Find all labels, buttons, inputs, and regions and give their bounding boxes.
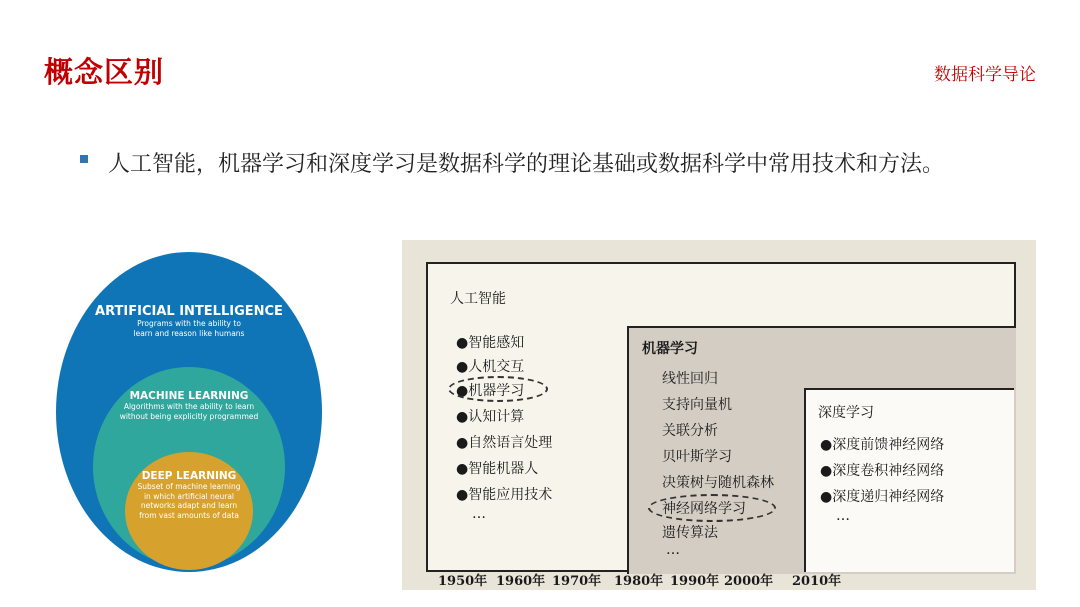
ai-item: ●自然语言处理 [456, 435, 553, 451]
ai-item: ●认知计算 [456, 409, 525, 425]
ml-item: 遗传算法 [662, 525, 718, 541]
ai-item: … [472, 506, 486, 522]
dl-desc-line: networks adapt and learn [140, 501, 238, 510]
ai-item: ●智能应用技术 [456, 487, 553, 503]
ml-item: … [666, 542, 680, 558]
course-name: 数据科学导论 [934, 65, 1036, 85]
dl-desc-line: from vast amounts of data [139, 510, 239, 520]
ai-desc-line: learn and reason like humans [133, 328, 245, 338]
dl-item: ●深度递归神经网络 [820, 489, 945, 505]
ai-item: ●人机交互 [456, 359, 525, 375]
dl-label-group [130, 470, 248, 520]
ml-item: 关联分析 [662, 423, 718, 439]
ai-item: ●机器学习 [456, 383, 525, 399]
bullet-square-icon [80, 155, 88, 163]
bullet-text: 人工智能，机器学习和深度学习是数据科学的理论基础或数据科学中常用技术和方法。 [108, 152, 945, 177]
ai-label-group [56, 304, 322, 338]
ml-item: 支持向量机 [662, 397, 732, 413]
ml-desc-line: without being explicitly programmed [119, 411, 259, 421]
ml-desc-line: Algorithms with the ability to learn [123, 402, 255, 411]
dl-desc-line: Subset of machine learning [137, 482, 241, 491]
year-label: 1980年 [614, 574, 664, 589]
dashed-highlight-oval [648, 494, 776, 522]
ml-label-group [93, 390, 285, 421]
ml-frame-title: 机器学习 [642, 341, 698, 357]
ai-item: ●智能感知 [456, 335, 525, 351]
ml-title: MACHINE LEARNING [129, 390, 249, 402]
ai-item: ●智能机器人 [456, 461, 539, 477]
ml-item: 线性回归 [662, 371, 718, 387]
ml-item: 贝叶斯学习 [662, 449, 732, 465]
year-label: 2000年 [724, 574, 774, 589]
slide-title: 概念区别 [44, 55, 165, 89]
dl-desc-line: in which artificial neural [143, 491, 235, 501]
year-label: 1950年 [438, 574, 488, 589]
year-label: 1970年 [552, 574, 602, 589]
ai-title: ARTIFICIAL INTELLIGENCE [95, 304, 283, 319]
ai-ml-dl-diagram [56, 252, 322, 572]
ml-item: 神经网络学习 [662, 501, 746, 517]
ai-desc-line: Programs with the ability to [137, 319, 241, 328]
dashed-highlight-oval [448, 376, 548, 402]
year-label: 2010年 [792, 574, 842, 589]
dl-item: ●深度卷积神经网络 [820, 463, 945, 479]
ai-frame-title: 人工智能 [450, 291, 506, 307]
dl-item: … [836, 508, 850, 524]
bullet-item [80, 145, 1040, 185]
timeline-figure [402, 240, 1036, 590]
dl-title: DEEP LEARNING [141, 470, 237, 482]
ml-item: 决策树与随机森林 [662, 475, 774, 491]
dl-frame-title: 深度学习 [818, 405, 874, 421]
year-label: 1990年 [670, 574, 720, 589]
dl-item: ●深度前馈神经网络 [820, 437, 945, 453]
year-label: 1960年 [496, 574, 546, 589]
